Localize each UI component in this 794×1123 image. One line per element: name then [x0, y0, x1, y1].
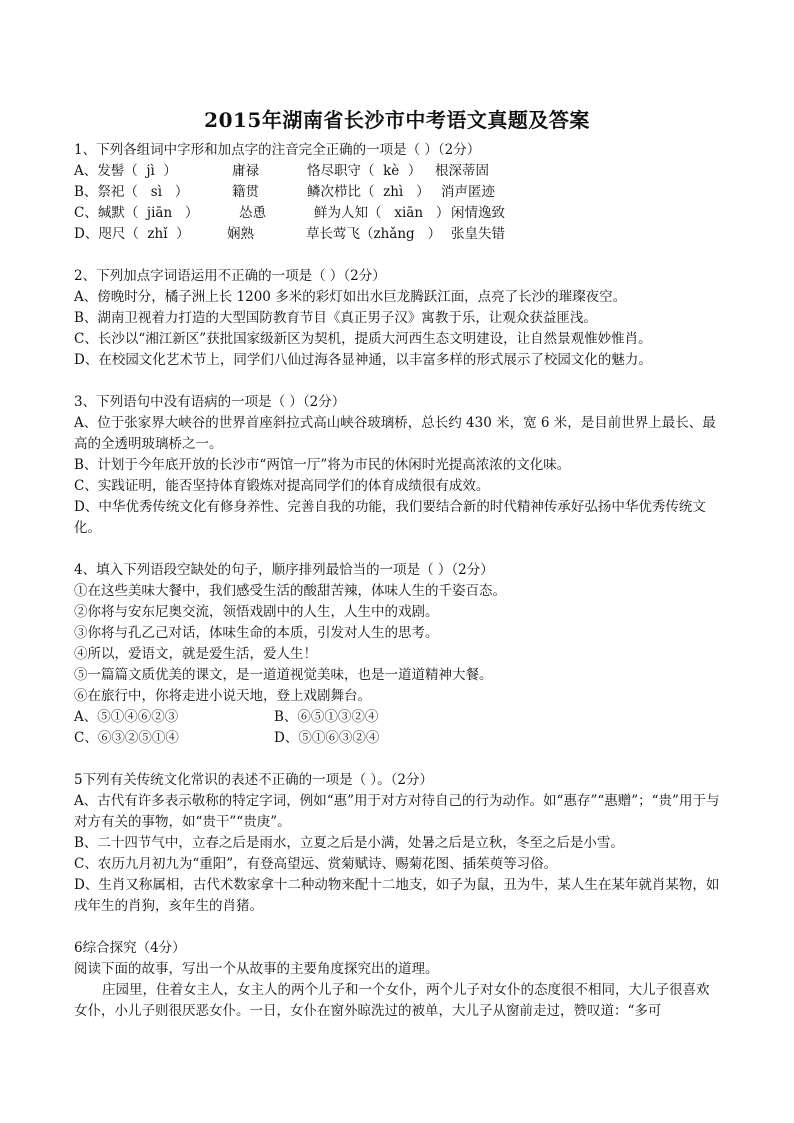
- option-text: 庸禄: [232, 163, 259, 179]
- document-title: 2015年湖南省长沙市中考语文真题及答案: [204, 108, 590, 132]
- question-2-option-b: B、湖南卫视着力打造的大型国防教育节目《真正男子汉》寓教于乐，让观众获益匪浅。: [74, 310, 597, 326]
- question-5-option-c: C、农历九月初九为“重阳”，有登高望远、赏菊赋诗、赐菊花图、插茱萸等习俗。: [74, 856, 558, 872]
- option-text: 恪尽职守（ kè ）: [307, 163, 422, 179]
- question-4-option-c: C、⑥③②⑤①④: [74, 730, 179, 746]
- question-4-line-3: ③你将与孔乙己对话，体味生命的本质，引发对人生的思考。: [74, 625, 439, 641]
- option-text: 张皇失错: [451, 226, 505, 242]
- question-5-option-b: B、二十四节气中，立春之后是雨水，立夏之后是小满，处暑之后是立秋，冬至之后是小雪。: [74, 835, 624, 851]
- question-4-option-d: D、⑤①⑥③②④: [274, 730, 380, 746]
- question-4-option-b: B、⑥⑤①③②④: [274, 709, 379, 725]
- question-3-stem: 3、下列语句中没有语病的一项是（ ）（2分）: [74, 394, 346, 410]
- option-text: 草长莺飞（zhǎng ）: [306, 226, 442, 242]
- question-1-option-a: [74, 161, 722, 182]
- question-4-stem: 4、填入下列语段空缺处的句子，顺序排列最恰当的一项是（ ）（2分）: [74, 562, 494, 578]
- question-4-options-cd: [74, 728, 722, 749]
- question-2-option-d: D、在校园文化艺术节上，同学们八仙过海各显神通，以丰富多样的形式展示了校园文化的魅力。: [74, 352, 652, 368]
- question-5-option-a: A、古代有许多表示敬称的特定字词，例如“惠”用于对方对待自己的行为动作。如“惠存”“惠赠”；“贵”用于与对方有关的事物，如“贵干”“贵庚”。: [74, 793, 720, 830]
- option-text: 鲜为人知（ xiān ）: [314, 205, 450, 221]
- question-2-option-c: C、长沙以“湘江新区”获批国家级新区为契机，提质大河西生态文明建设，让自然景观惟妙惟肖。: [74, 331, 652, 347]
- question-6-stem: 6综合探究（4分）: [74, 940, 186, 956]
- question-4-line-4: ④所以，爱语文，就是爱生活，爱人生！: [74, 646, 317, 662]
- option-text: C、缄默（ jiān ）: [74, 205, 199, 221]
- question-1-option-c: [74, 203, 722, 224]
- question-4-line-1: ①在这些美味大餐中，我们感受生活的酸甜苦辣，体味人生的千姿百态。: [74, 583, 506, 599]
- question-5-option-d: D、生肖又称属相，古代术数家拿十二种动物来配十二地支，如子为鼠，丑为牛，某人生在某年就肖某物，如戌年生的肖狗，亥年生的肖猪。: [74, 877, 720, 914]
- question-2-option-a: A、傍晚时分，橘子洲上长 1200 多米的彩灯如出水巨龙腾跃江面，点亮了长沙的璀璨夜空。: [74, 289, 627, 305]
- question-1-stem: 1、下列各组词中字形和加点字的注音完全正确的一项是（ ）（2分）: [74, 142, 481, 158]
- question-3-option-d: D、中华优秀传统文化有修身养性、完善自我的功能，我们要结合新的时代精神传承好弘扬中华优秀传统文化。: [74, 499, 706, 536]
- question-1-option-b: [74, 182, 722, 203]
- option-text: A、发髻（ jì ）: [74, 163, 177, 179]
- question-4-line-2: ②你将与安东尼奥交流，领悟戏剧中的人生，人生中的戏剧。: [74, 604, 439, 620]
- option-text: 根深蒂固: [435, 163, 489, 179]
- question-4-options-ab: [74, 707, 722, 728]
- option-text: 闲情逸致: [451, 205, 505, 221]
- document-body: [74, 140, 722, 1022]
- question-4-line-5: ⑤一篇篇文质优美的课文，是一道道视觉美味，也是一道道精神大餐。: [74, 667, 493, 683]
- question-3-option-a: A、位于张家界大峡谷的世界首座斜拉式高山峡谷玻璃桥，总长约 430 米，宽 6 米，是目前世界上最长、最高的全透明玻璃桥之一。: [74, 415, 716, 452]
- option-text: 怂恿: [239, 205, 266, 221]
- question-1-option-d: [74, 224, 722, 245]
- question-3-option-b: B、计划于今年底开放的长沙市“两馆一厅”将为市民的休闲时光提高浓浓的文化味。: [74, 457, 571, 473]
- option-text: 鳞次栉比（ zhì ）: [307, 184, 430, 200]
- option-text: D、咫尺（ zhǐ ）: [74, 226, 190, 242]
- option-text: 娴熟: [227, 226, 254, 242]
- question-4-line-6: ⑥在旅行中，你将走进小说天地，登上戏剧舞台。: [74, 688, 371, 704]
- option-text: 消声匿迹: [441, 184, 495, 200]
- question-6-passage: 庄园里，住着女主人，女主人的两个儿子和一个女仆，两个儿子对女仆的态度很不相同，大儿子很喜欢女仆，小儿子则很厌恶女仆。一日，女仆在窗外晾洗过的被单，大儿子从窗前走过，赞叹道：“多可: [74, 982, 710, 1019]
- option-text: B、祭祀（ sì ）: [74, 184, 189, 200]
- question-5-stem: 5下列有关传统文化常识的表述不正确的一项是（ ）。（2分）: [74, 772, 433, 788]
- question-4-option-a: A、⑤①④⑥②③: [74, 709, 179, 725]
- option-text: 籍贯: [232, 184, 259, 200]
- question-3-option-c: C、实践证明，能否坚持体育锻炼对提高同学们的体育成绩很有成效。: [74, 478, 490, 494]
- question-6-instruction: 阅读下面的故事，写出一个从故事的主要角度探究出的道理。: [74, 961, 439, 977]
- question-2-stem: 2、下列加点字词语运用不正确的一项是（ ）（2分）: [74, 268, 386, 284]
